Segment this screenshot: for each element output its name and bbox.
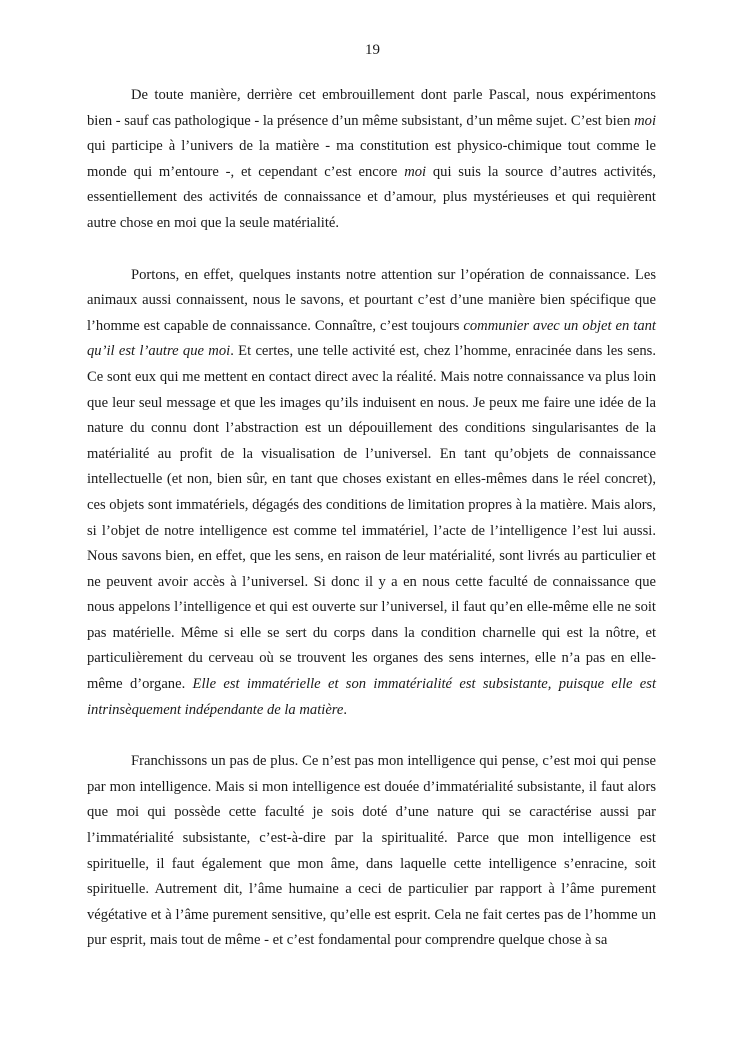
italic-text: moi bbox=[634, 112, 657, 129]
text-run: Portons, en effet, quelques instants notre attention sur l’opération de connaissance. Les animaux aussi connaissent, nous le savons, et pourtant c’est d’une manière bien spécifique que l’homme est capable de connaissance. Connaître, c’est toujours bbox=[87, 266, 656, 334]
text-run: . bbox=[343, 701, 348, 718]
paragraph bbox=[87, 263, 656, 724]
page-number: 19 bbox=[365, 42, 380, 58]
text-run: qui suis la source d’autres activités, essentiellement des activités de connaissance et d’amour, plus mystérieuses et qui requièrent autre chose en moi que la seule matérialité. bbox=[87, 163, 656, 231]
body-text bbox=[87, 83, 656, 954]
italic-text: Elle est immatérielle et son immatérialité est subsistante, puisque elle est intrinsèquement indépendante de la matière bbox=[87, 676, 657, 718]
paragraph bbox=[87, 83, 656, 237]
text-run: De toute manière, derrière cet embrouillement dont parle Pascal, nous expérimentons bien - sauf cas pathologique - la présence d’un même subsistant, d’un même sujet. C’est bien bbox=[87, 87, 656, 129]
text-run: qui participe à l’univers de la matière - ma constitution est physico-chimique tout comme le monde qui m’entoure -, et cependant c’est encore bbox=[87, 138, 656, 180]
italic-text: communier avec un objet en tant qu’il est l’autre que moi bbox=[87, 317, 656, 360]
italic-text: moi bbox=[404, 163, 427, 180]
paragraph bbox=[87, 749, 656, 954]
text-run: Franchissons un pas de plus. Ce n’est pas mon intelligence qui pense, c’est moi qui pense par mon intelligence. Mais si mon intelligence est douée d’immatérialité subsistante, il faut alors que moi qui possède cette faculté je sois doté d’une nature qui se caractérise aussi par l’immatérialité subsistante, c’est-à-dire par la spiritualité. Parce que mon intelligence est spirituelle, il faut également que mon âme, dans laquelle cette intelligence s’enracine, soit spirituelle. Autrement dit, l’âme humaine a ceci de particulier par rapport à l’âme purement végétative et à l’âme purement sensitive, qu’elle est esprit. Cela ne fait certes pas de l’homme un pur esprit, mais tout de même - et c’est fondamental pour comprendre quelque chose à sa bbox=[87, 753, 656, 949]
text-run: . Et certes, une telle activité est, chez l’homme, enracinée dans les sens. Ce sont eux qui me mettent en contact direct avec la réalité. Mais notre connaissance va plus loin que leur seul message et que les images qu’ils induisent en nous. Je peux me faire une idée de la nature du connu dont l’abstraction est un dépouillement des conditions singularisantes de la matérialité au profit de la visualisation de l’universel. En tant qu’objets de connaissance intellectuelle (et non, bien sûr, en tant que choses existant en elles-mêmes dans le réel concret), ces objets sont immatériels, dégagés des conditions de limitation propres à la matière. Mais alors, si l’objet de notre intelligence est comme tel immatériel, l’acte de l’intelligence l’est lui aussi. Nous savons bien, en effet, que les sens, en raison de leur matérialité, sont livrés au particulier et ne peuvent avoir accès à l’universel. Si donc il y a en nous cette faculté de connaissance que nous appelons l’intelligence et qui est ouverte sur l’universel, il faut qu’en elle-même elle ne soit pas matérielle. Même si elle se sert du corps dans la condition charnelle qui est la nôtre, et particulièrement du cerveau où se trouvent les organes des sens internes, elle n’a pas en elle-même d’organe. bbox=[87, 343, 656, 693]
